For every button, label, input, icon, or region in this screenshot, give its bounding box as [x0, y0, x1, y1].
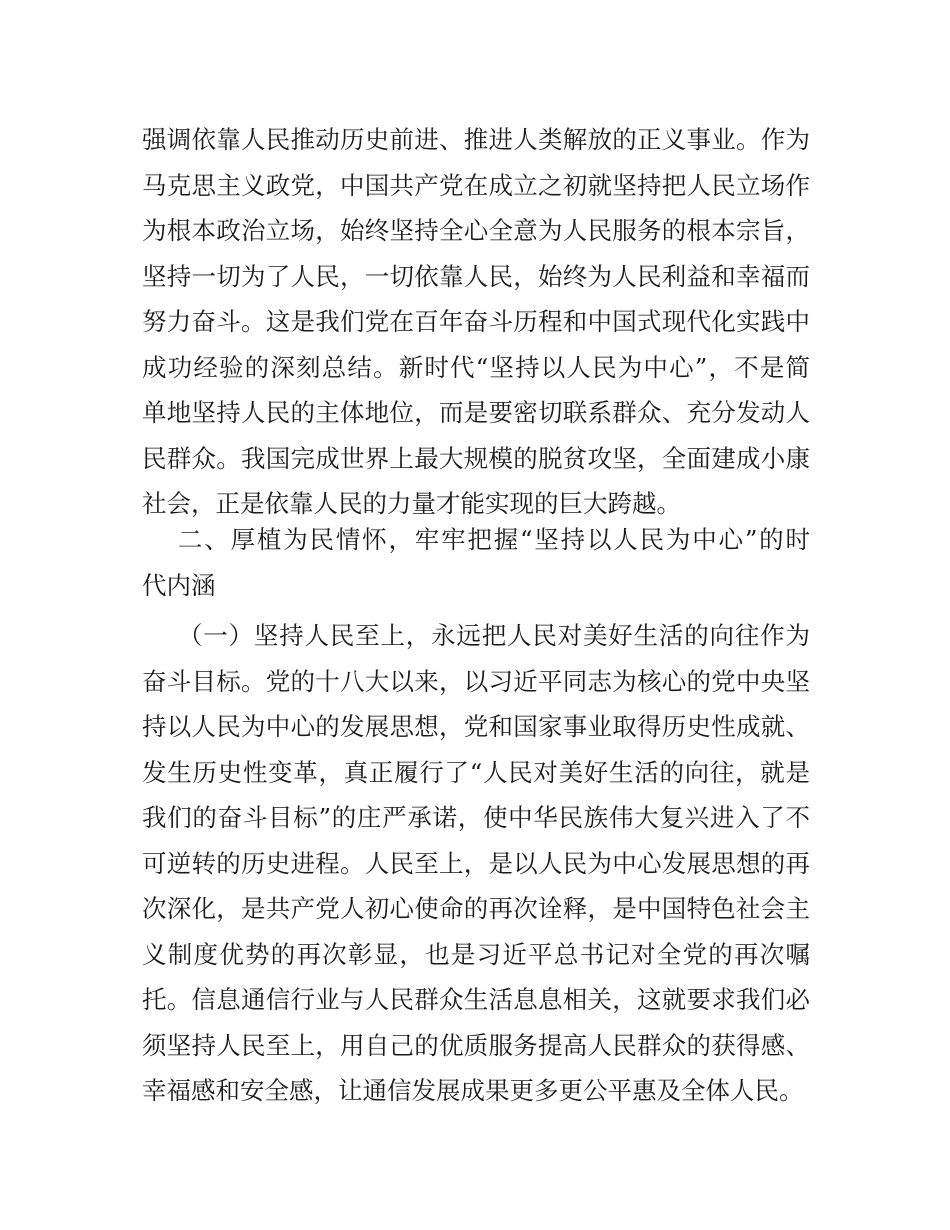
heading-line: 二、厚植为民情怀，牢牢把握“坚持以人民为中心”的时: [178, 525, 810, 554]
text-line: （一）坚持人民至上，永远把人民对美好生活的向往作为: [178, 621, 810, 650]
text-line: 民群众。我国完成世界上最大规模的脱贫攻坚，全面建成小康: [142, 443, 810, 473]
text-line: 幸福感和安全感，让通信发展成果更多更公平惠及全体人民。: [142, 1076, 804, 1105]
text-line: 可逆转的历史进程。人民至上，是以人民为中心发展思想的再: [142, 848, 810, 878]
text-line: 托。信息通信行业与人民群众生活息息相关，这就要求我们必: [142, 985, 810, 1014]
section-heading-2: [142, 517, 810, 608]
text-line: 发生历史性变革，真正履行了“人民对美好生活的向往，就是: [142, 757, 810, 787]
text-line: 义制度优势的再次彰显，也是习近平总书记对全党的再次嘱: [142, 939, 810, 969]
text-line: 为根本政治立场，始终坚持全心全意为人民服务的根本宗旨，: [142, 216, 810, 245]
text-line: 强调依靠人民推动历史前进、推进人类解放的正义事业。作为: [142, 125, 810, 154]
text-line: 努力奋斗。这是我们党在百年奋斗历程和中国式现代化实践中: [142, 307, 810, 336]
text-line: 我们的奋斗目标”的庄严承诺，使中华民族伟大复兴进入了不: [142, 803, 810, 832]
text-line: 坚持一切为了人民，一切依靠人民，始终为人民利益和幸福而: [142, 261, 810, 291]
text-line: 成功经验的深刻总结。新时代“坚持以人民为中心”，不是简: [142, 352, 810, 382]
heading-line: 代内涵: [142, 570, 216, 600]
text-line: 须坚持人民至上，用自己的优质服务提高人民群众的获得感、: [142, 1030, 810, 1060]
text-line: 社会，正是依靠人民的力量才能实现的巨大跨越。: [142, 489, 681, 518]
body-paragraph-1: [142, 117, 810, 527]
text-line: 持以人民为中心的发展思想，党和国家事业取得历史性成就、: [142, 712, 810, 741]
body-paragraph-3: [142, 613, 810, 1114]
text-line: 次深化，是共产党人初心使命的再次诠释，是中国特色社会主: [142, 894, 810, 923]
text-line: 奋斗目标。党的十八大以来，以习近平同志为核心的党中央坚: [142, 666, 810, 696]
text-line: 单地坚持人民的主体地位，而是要密切联系群众、充分发动人: [142, 398, 810, 427]
text-line: 马克思主义政党，中国共产党在成立之初就坚持把人民立场作: [142, 170, 810, 200]
